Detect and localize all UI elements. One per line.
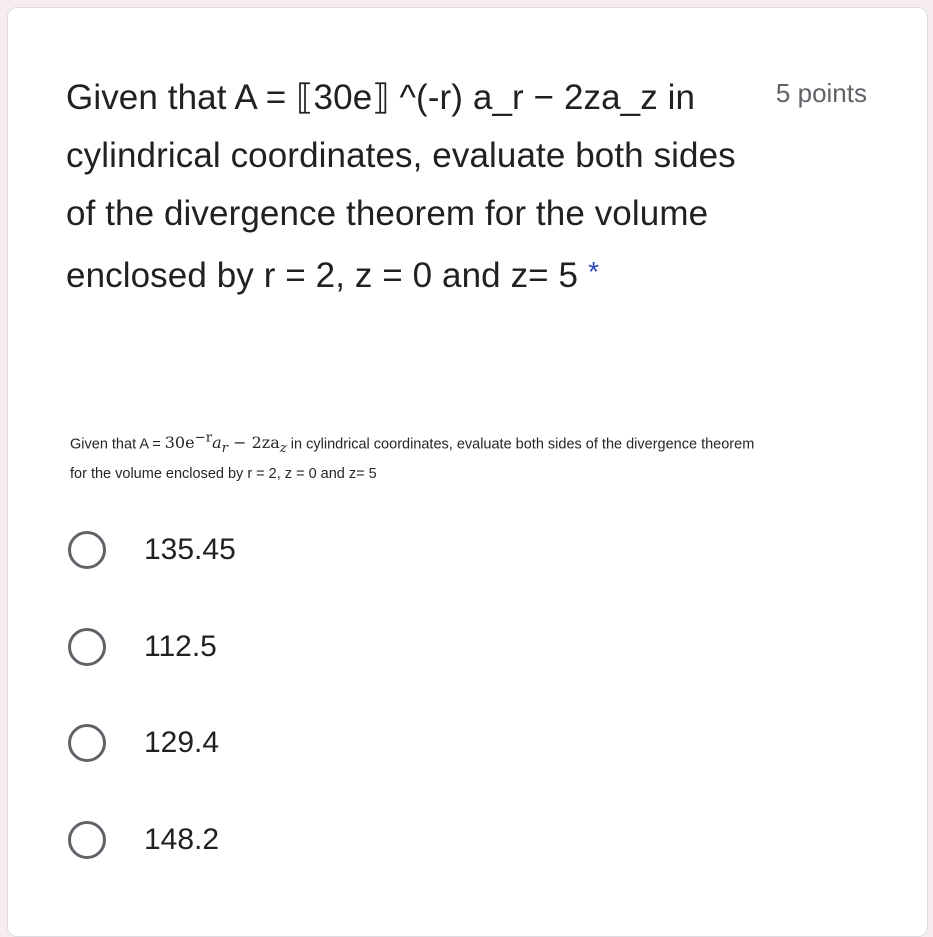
question-image [70,426,880,487]
required-asterisk: * [588,256,600,287]
option-label: 129.4 [144,726,220,759]
option-label: 112.5 [144,629,217,663]
option-4[interactable] [68,813,236,867]
answer-options [68,523,236,909]
radio-button[interactable] [68,628,106,666]
radio-button[interactable] [68,531,106,569]
option-3[interactable] [68,716,236,770]
question-image-line-2: for the volume enclosed by r = 2, z = 0 and z= 5 [70,465,377,482]
math-expression: $30e^{-r}a_r - 2za_z$ [164,431,287,457]
radio-button[interactable] [68,821,106,859]
question-title [66,69,746,305]
question-image-line-1: Given that $A = 30e^{-r}a_r - 2za_z$ in cylindrical coordinates, evaluate both sides of the divergence theorem [70,431,755,457]
option-label: 148.2 [144,822,220,856]
points-label: 5 points [775,78,867,108]
question-text: Given that A = ⟦30e⟧ ^(-r) a_r − 2za_z in cylindrical coordinates, evaluate both sides of the divergence theorem for the volume enclosed by r = 2, z = 0 and z= 5 [66,78,736,295]
option-label: 135.45 [144,533,236,566]
option-2[interactable] [68,620,236,674]
radio-button[interactable] [68,724,106,762]
question-card [7,7,928,937]
option-1[interactable] [68,523,236,577]
